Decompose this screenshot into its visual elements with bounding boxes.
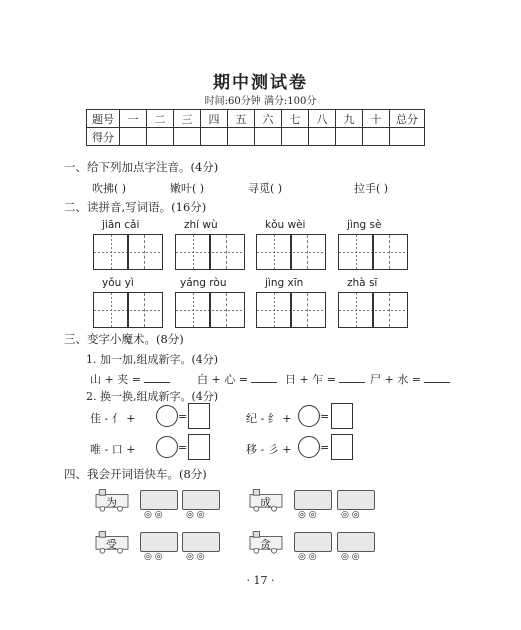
- answer-circle[interactable]: [298, 436, 320, 458]
- wheel-icon: ◎ ◎: [186, 510, 205, 520]
- table-cell: 十: [363, 110, 390, 128]
- score-cell[interactable]: [282, 128, 309, 146]
- add-item: [370, 371, 450, 387]
- writing-grid[interactable]: [175, 292, 245, 328]
- score-cell[interactable]: [390, 128, 425, 146]
- train-car[interactable]: [337, 490, 375, 510]
- answer-blank[interactable]: [424, 371, 450, 383]
- add-item: [197, 371, 277, 387]
- table-cell: 一: [120, 110, 147, 128]
- table-cell: 得分: [87, 128, 120, 146]
- answer-blank[interactable]: [251, 371, 277, 383]
- wheel-icon: ◎ ◎: [341, 510, 360, 520]
- pinyin-item[interactable]: 嫩叶( ): [170, 182, 205, 195]
- answer-circle[interactable]: [298, 405, 320, 427]
- swap-expression: 移 - 彡 +: [246, 443, 292, 456]
- wheel-icon: ◎ ◎: [144, 510, 163, 520]
- section4-heading: 四、我会开词语快车。(8分): [64, 467, 207, 481]
- locomotive-character: 贪: [260, 538, 271, 551]
- section1-heading: 一、给下列加点字注音。(4分): [64, 160, 219, 174]
- pinyin-label: jìng xīn: [265, 277, 304, 289]
- table-cell: 总分: [390, 110, 425, 128]
- train-car[interactable]: [294, 532, 332, 552]
- score-cell[interactable]: [363, 128, 390, 146]
- add-item: [90, 371, 170, 387]
- add-expression: 日 + 乍 =: [285, 373, 336, 386]
- answer-box[interactable]: [331, 403, 353, 429]
- table-cell: 四: [201, 110, 228, 128]
- answer-box[interactable]: [188, 434, 210, 460]
- swap-expression: 佳 - 亻 +: [90, 412, 136, 425]
- page-number: · 17 ·: [246, 574, 275, 587]
- locomotive-character: 为: [106, 496, 117, 509]
- pinyin-label: yáng ròu: [180, 277, 227, 289]
- pinyin-label: yǒu yì: [102, 277, 134, 289]
- pinyin-label: jiān cǎi: [102, 219, 140, 231]
- pinyin-label: zhà sī: [347, 277, 378, 289]
- pinyin-item[interactable]: 寻觅( ): [248, 182, 283, 195]
- add-expression: 白 + 心 =: [197, 373, 248, 386]
- table-cell: 三: [174, 110, 201, 128]
- train-car[interactable]: [182, 532, 220, 552]
- answer-blank[interactable]: [144, 371, 170, 383]
- swap-expression: 纪 - 纟 +: [246, 412, 292, 425]
- table-cell: 七: [282, 110, 309, 128]
- swap-expression: 唯 - 口 +: [90, 443, 136, 456]
- pinyin-item[interactable]: 吹拂( ): [92, 182, 127, 195]
- section3-heading: 三、变字小魔术。(8分): [64, 332, 184, 346]
- score-cell[interactable]: [336, 128, 363, 146]
- wheel-icon: ◎ ◎: [186, 552, 205, 562]
- add-expression: 山 + 夹 =: [90, 373, 141, 386]
- page-title: 期中测试卷: [213, 73, 308, 93]
- equals-sign: =: [178, 441, 188, 454]
- score-table: [86, 109, 425, 146]
- equals-sign: =: [320, 441, 330, 454]
- pinyin-label: zhí wù: [184, 219, 218, 231]
- writing-grid[interactable]: [93, 292, 163, 328]
- score-cell[interactable]: [228, 128, 255, 146]
- table-cell: 题号: [87, 110, 120, 128]
- train-car[interactable]: [337, 532, 375, 552]
- subsection-heading: 2. 换一换,组成新字。(4分): [86, 390, 219, 403]
- writing-grid[interactable]: [256, 292, 326, 328]
- train-car[interactable]: [140, 532, 178, 552]
- answer-circle[interactable]: [156, 405, 178, 427]
- writing-grid[interactable]: [93, 234, 163, 270]
- writing-grid[interactable]: [175, 234, 245, 270]
- score-cell[interactable]: [201, 128, 228, 146]
- add-expression: 尸 + 水 =: [370, 373, 421, 386]
- writing-grid[interactable]: [338, 234, 408, 270]
- score-cell[interactable]: [174, 128, 201, 146]
- exam-info: 时间:60分钟 满分:100分: [204, 96, 317, 107]
- answer-circle[interactable]: [156, 436, 178, 458]
- table-cell: 八: [309, 110, 336, 128]
- pinyin-item[interactable]: 拉手( ): [354, 182, 389, 195]
- table-cell: 二: [147, 110, 174, 128]
- train-car[interactable]: [182, 490, 220, 510]
- train-car[interactable]: [140, 490, 178, 510]
- writing-grid[interactable]: [256, 234, 326, 270]
- locomotive-character: 成: [260, 496, 271, 509]
- subsection-heading: 1. 加一加,组成新字。(4分): [86, 353, 219, 366]
- table-cell: 六: [255, 110, 282, 128]
- table-cell: 五: [228, 110, 255, 128]
- section2-heading: 二、读拼音,写词语。(16分): [64, 200, 207, 214]
- pinyin-label: jìng sè: [347, 219, 382, 231]
- train-car[interactable]: [294, 490, 332, 510]
- wheel-icon: ◎ ◎: [298, 510, 317, 520]
- wheel-icon: ◎ ◎: [341, 552, 360, 562]
- wheel-icon: ◎ ◎: [298, 552, 317, 562]
- table-row: [87, 110, 425, 128]
- locomotive-character: 受: [106, 538, 117, 551]
- equals-sign: =: [320, 410, 330, 423]
- wheel-icon: ◎ ◎: [144, 552, 163, 562]
- answer-box[interactable]: [188, 403, 210, 429]
- table-cell: 九: [336, 110, 363, 128]
- writing-grid[interactable]: [338, 292, 408, 328]
- answer-box[interactable]: [331, 434, 353, 460]
- score-cell[interactable]: [309, 128, 336, 146]
- pinyin-label: kǒu wèi: [265, 219, 306, 231]
- score-cell[interactable]: [147, 128, 174, 146]
- score-cell[interactable]: [255, 128, 282, 146]
- equals-sign: =: [178, 410, 188, 423]
- table-row: [87, 128, 425, 146]
- answer-blank[interactable]: [339, 371, 365, 383]
- add-item: [285, 371, 365, 387]
- score-cell[interactable]: [120, 128, 147, 146]
